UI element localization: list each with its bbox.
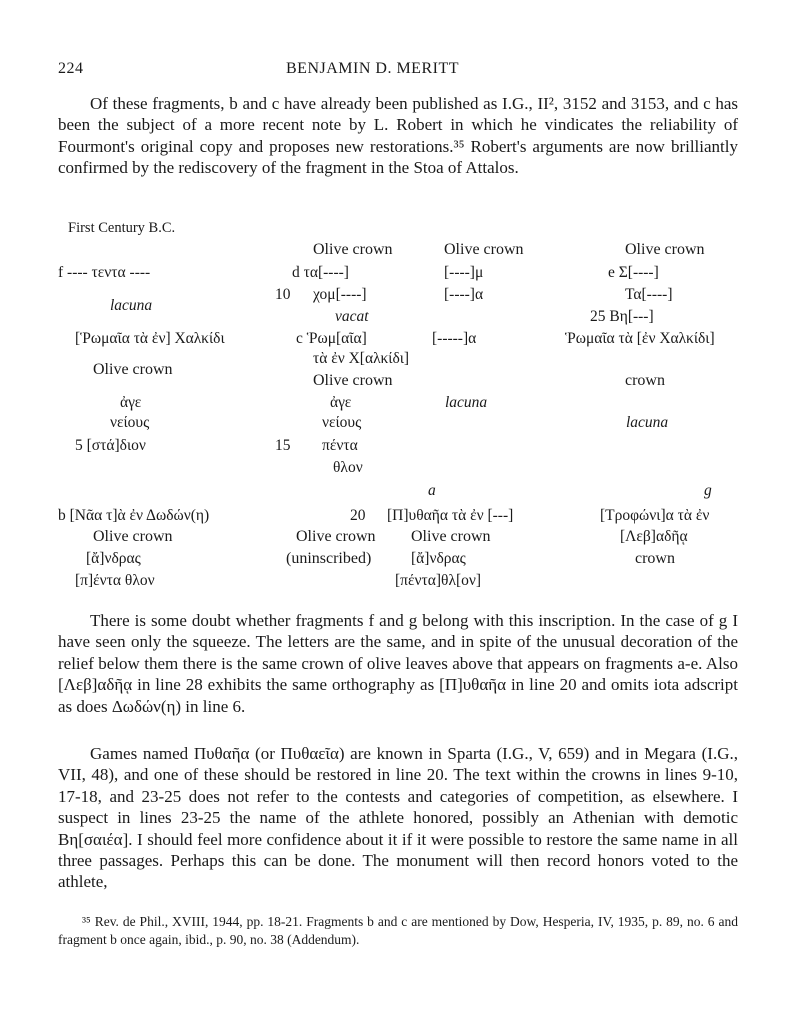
footnote: ³⁵ Rev. de Phil., XVIII, 1944, pp. 18-21. Fragments b and c are mentioned by Dow, Hesperia, IV, 1935, p. 89, no. 6 and fragment b once again, ibid., p. 90, no. 38 (Addendum). <box>58 914 738 947</box>
running-title: BENJAMIN D. MERITT <box>286 60 459 77</box>
ins-line: [ἄ]νδρας <box>86 550 141 567</box>
intro-paragraph: Of these fragments, b and c have already been published as I.G., II², 3152 and 3153, and c has been the subject of a more recent note by L. Robert in which he vindicates the reliability of Fourmont's original copy and proposes new restorations.³⁵ Robert's arguments are now brilliantly confirmed by the rediscovery of the fragment in the Stoa of Attalos. <box>58 94 738 178</box>
ins-line: 15 <box>275 437 291 454</box>
ins-line: νείους <box>322 414 362 431</box>
ins-line: τὰ ἐν Χ[αλκίδι] <box>313 350 410 367</box>
ins-line: crown <box>635 550 675 567</box>
ins-line: χομ[----] <box>313 286 367 303</box>
paragraph: Games named Πυθαῆα (or Πυθαεῖα) are known in Sparta (I.G., V, 659) and in Megara (I.G., VII, 48), and one of these should be restored in line 20. The text within the crowns in lines 9-10, 17-18, and 23-25 does not refer to the contests and categories of competition, as elsewhere. I suspect in lines 23-25 the name of the athlete honored, possibly an Athenian with demotic Βη[σαιέα]. I should feel more confidence about it if it were possible to restore the same name in all three passages. Perhaps this can be done. The monument will then record honors voted to the athlete, <box>58 744 738 892</box>
ins-line: d τα[----] <box>292 264 349 281</box>
ins-line: [ἄ]νδρας <box>411 550 466 567</box>
ins-line: [Λεβ]αδῆᾳ <box>620 528 688 545</box>
ins-line: Τα[----] <box>625 286 673 303</box>
ins-line: [----]α <box>444 286 484 303</box>
ins-line: 5 [στά]διον <box>75 437 146 454</box>
ins-line: [----]μ <box>444 264 484 281</box>
ins-line: ἀγε <box>120 394 142 411</box>
ins-line: 25 Βη[---] <box>590 308 654 325</box>
ins-line: πέντα <box>322 437 358 454</box>
ins-line: [π]έντα θλον <box>75 572 155 589</box>
ins-line: 10 <box>275 286 291 303</box>
ins-line: Olive crown <box>93 528 173 545</box>
ins-line: Olive crown <box>411 528 491 545</box>
ins-line: Olive crown <box>313 372 393 389</box>
ins-line: Ῥωμαῖα τὰ [ἐν Χαλκίδι] <box>565 330 715 347</box>
ins-line: θλον <box>333 459 363 476</box>
ins-line: [πέντα]θλ[ον] <box>395 572 482 589</box>
ins-line: Olive crown <box>296 528 376 545</box>
ins-line: [Τροφώνι]α τὰ ἐν <box>600 507 710 524</box>
ins-line: νείους <box>110 414 150 431</box>
ins-line: [Ῥωμαῖα τὰ ἐν] Χαλκίδι <box>75 330 225 347</box>
ins-line: (uninscribed) <box>286 550 372 567</box>
ins-line: Olive crown <box>313 241 393 258</box>
ins-line: Olive crown <box>625 241 705 258</box>
ins-line: lacuna <box>445 394 488 411</box>
ins-line: crown <box>625 372 665 389</box>
ins-line: a <box>428 482 436 499</box>
ins-line: Olive crown <box>93 361 173 378</box>
ins-line: f ---- τεντα ---- <box>58 264 151 281</box>
ins-line: e Σ[----] <box>608 264 659 281</box>
date-label: First Century B.C. <box>68 220 176 236</box>
ins-line: vacat <box>335 308 369 325</box>
ins-line: 20 <box>350 507 366 524</box>
ins-line: g <box>704 482 712 499</box>
ins-line: b [Νᾶα τ]ὰ ἐν Δωδών(η) <box>58 507 210 524</box>
ins-line: lacuna <box>626 414 669 431</box>
paragraph: There is some doubt whether fragments f and g belong with this inscription. In the case of g I have seen only the squeeze. The letters are the same, and in spite of the unusual decoration of the relief below them there is the same crown of olive leaves above that appears on fragments a-e. Also [Λεβ]αδῆᾳ in line 28 exhibits the same orthography as [Π]υθαῆα in line 20 and omits iota adscript as does Δωδών(η) in line 6. <box>58 611 738 716</box>
ins-line: [Π]υθαῆα τὰ ἐν [---] <box>387 507 514 524</box>
ins-line: lacuna <box>110 297 153 314</box>
ins-line: Olive crown <box>444 241 524 258</box>
ins-line: [-----]α <box>432 330 477 347</box>
page-number: 224 <box>58 60 84 77</box>
ins-line: c Ῥωμ[αῖα] <box>296 330 367 347</box>
ins-line: ἀγε <box>330 394 352 411</box>
